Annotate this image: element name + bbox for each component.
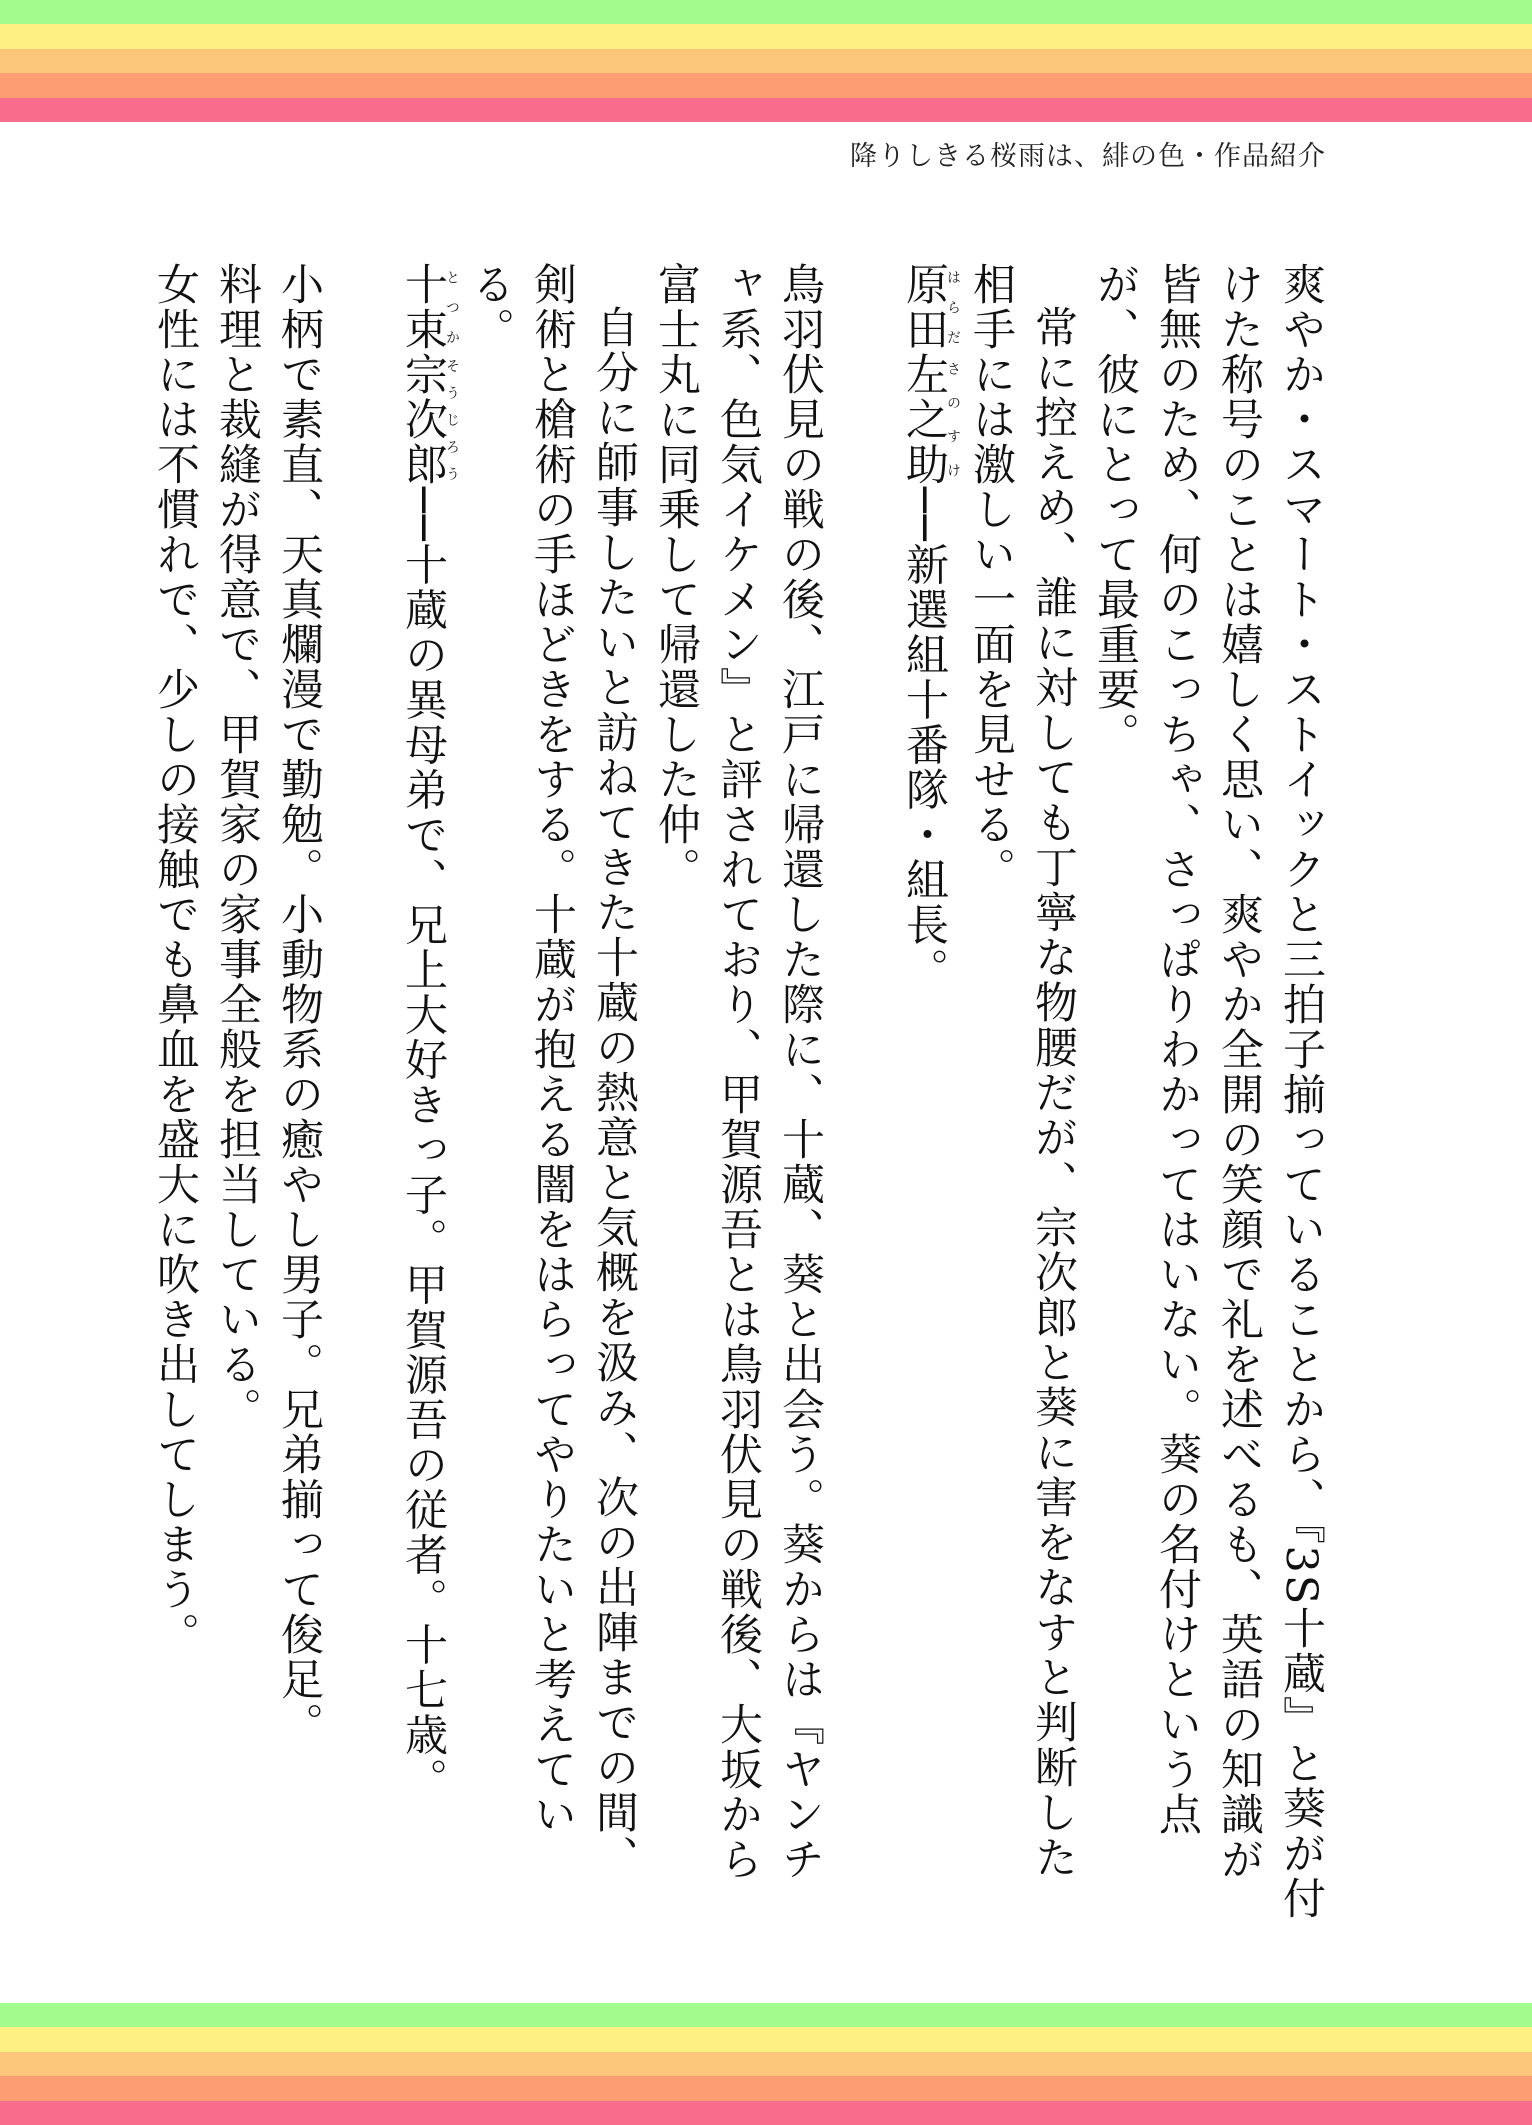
soujirou-paragraph-3: 女性には不慣れで、少しの接触でも鼻血を盛大に吹き出してしまう。 bbox=[150, 262, 200, 1657]
juzo-paragraph-1: 爽やか・スマート・ストイックと三拍子揃っていることから、『3S十蔵』と葵が付けた称号のことは嬉しく思い、爽やか全開の笑顔で礼を述べるも、英語の知識が皆無のため、何のこっちゃ、さっぱりわかってはいない。葵の名付けという点が、彼にとって最重要。 bbox=[1090, 262, 1326, 1922]
stripe-green bbox=[0, 2003, 1532, 2027]
harada-paragraph-1: 鳥羽伏見の戦の後、江戸に帰還した際に、十蔵、葵と出会う。葵からは『ヤンチャ系、色気イケメン』と評されており、甲賀源吾とは鳥羽伏見の戦後、大坂から富士丸に同乗して帰還した仲。 bbox=[651, 262, 825, 1882]
soujirou-paragraph-1: 小柄で素直、天真爛漫で勤勉。小動物系の癒やし男子。兄弟揃って俊足。 bbox=[274, 262, 324, 1747]
soujirou-title: ──十蔵の異母弟で、兄上大好きっ子。甲賀源吾の従者。十七歳。 bbox=[398, 487, 448, 1803]
stripe-salmon bbox=[0, 73, 1532, 97]
body-text bbox=[150, 262, 1332, 1922]
soujirou-surname: 十束とつか bbox=[398, 262, 460, 352]
stripe-yellow bbox=[0, 2027, 1532, 2051]
top-stripe-band bbox=[0, 0, 1532, 122]
stripe-salmon bbox=[0, 2076, 1532, 2100]
stripe-orange bbox=[0, 49, 1532, 73]
soujirou-heading bbox=[392, 262, 459, 1922]
running-header: 降りしきる桜雨は、緋の色・作品紹介 bbox=[850, 141, 1326, 172]
harada-heading bbox=[893, 262, 960, 1922]
soujirou-given-name: 宗次郎そうじろう bbox=[398, 352, 460, 487]
stripe-pink bbox=[0, 2101, 1532, 2125]
harada-paragraph-2: 自分に師事したいと訪ねてきた十蔵の熱意と気概を汲み、次の出陣までの間、剣術と槍術の手ほどきをする。十蔵が抱える闇をはらってやりたいと考えている。 bbox=[465, 262, 639, 1880]
harada-title: ──新選組十番隊・組長。 bbox=[899, 487, 949, 993]
harada-given-name: 左之助さのすけ bbox=[899, 352, 961, 487]
soujirou-paragraph-2: 料理と裁縫が得意で、甲賀家の家事全般を担当している。 bbox=[212, 262, 262, 1432]
stripe-yellow bbox=[0, 24, 1532, 48]
juzo-paragraph-2: 常に控えめ、誰に対しても丁寧な物腰だが、宗次郎と葵に害をなすと判断した相手には激しい一面を見せる。 bbox=[966, 262, 1078, 1880]
stripe-orange bbox=[0, 2052, 1532, 2076]
stripe-green bbox=[0, 0, 1532, 24]
stripe-pink bbox=[0, 98, 1532, 122]
bottom-stripe-band bbox=[0, 2003, 1532, 2125]
harada-surname: 原田はらだ bbox=[899, 262, 961, 352]
